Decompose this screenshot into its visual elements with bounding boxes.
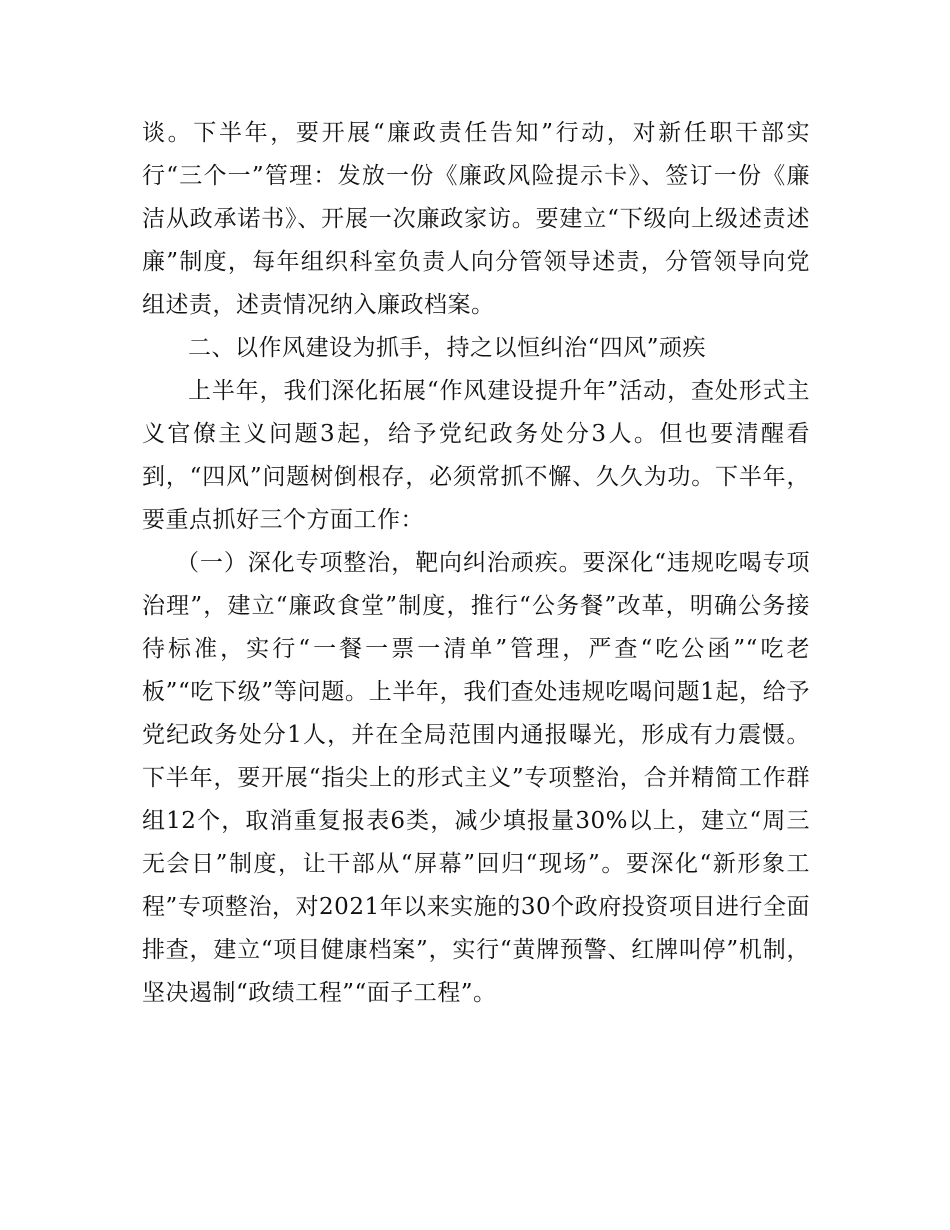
paragraph-first-half-review: 上半年，我们深化拓展“作风建设提升年”活动，查处形式主义官僚主义问题3起，给予党纪政务处分3人。但也要清醒看到，“四风”问题树倒根存，必须常抓不懈、久久为功。下半年，要重点抓好三个方面工作： (142, 378, 810, 533)
paragraph-special-rectification: （一）深化专项整治，靶向纠治顽疾。要深化“违规吃喝专项治理”，建立“廉政食堂”制度，推行“公务餐”改革，明确公务接待标准，实行“一餐一票一清单”管理，严查“吃公函”“吃老板”“吃下级”等问题。上半年，我们查处违规吃喝问题1起，给予党纪政务处分1人，并在全局范围内通报曝光，形成有力震慑。下半年，要开展“指尖上的形式主义”专项整治，合并精简工作群组12个，取消重复报表6类，减少填报量30%以上，建立“周三无会日”制度，让干部从“屏幕”回归“现场”。要深化“新形象工程”专项整治，对2021年以来实施的30个政府投资项目进行全面排查，建立“项目健康档案”，实行“黄牌预警、红牌叫停”机制，坚决遏制“政绩工程”“面子工程”。 (142, 550, 810, 1006)
document-body (142, 112, 810, 1015)
section-heading: 二、以作风建设为抓手，持之以恒纠治“四风”顽疾 (188, 335, 707, 361)
paragraph-continuation: 谈。下半年，要开展“廉政责任告知”行动，对新任职干部实行“三个一”管理：发放一份《廉政风险提示卡》、签订一份《廉洁从政承诺书》、开展一次廉政家访。要建立“下级向上级述责述廉”制度，每年组织科室负责人向分管领导述责，分管领导向党组述责，述责情况纳入廉政档案。 (142, 120, 810, 318)
